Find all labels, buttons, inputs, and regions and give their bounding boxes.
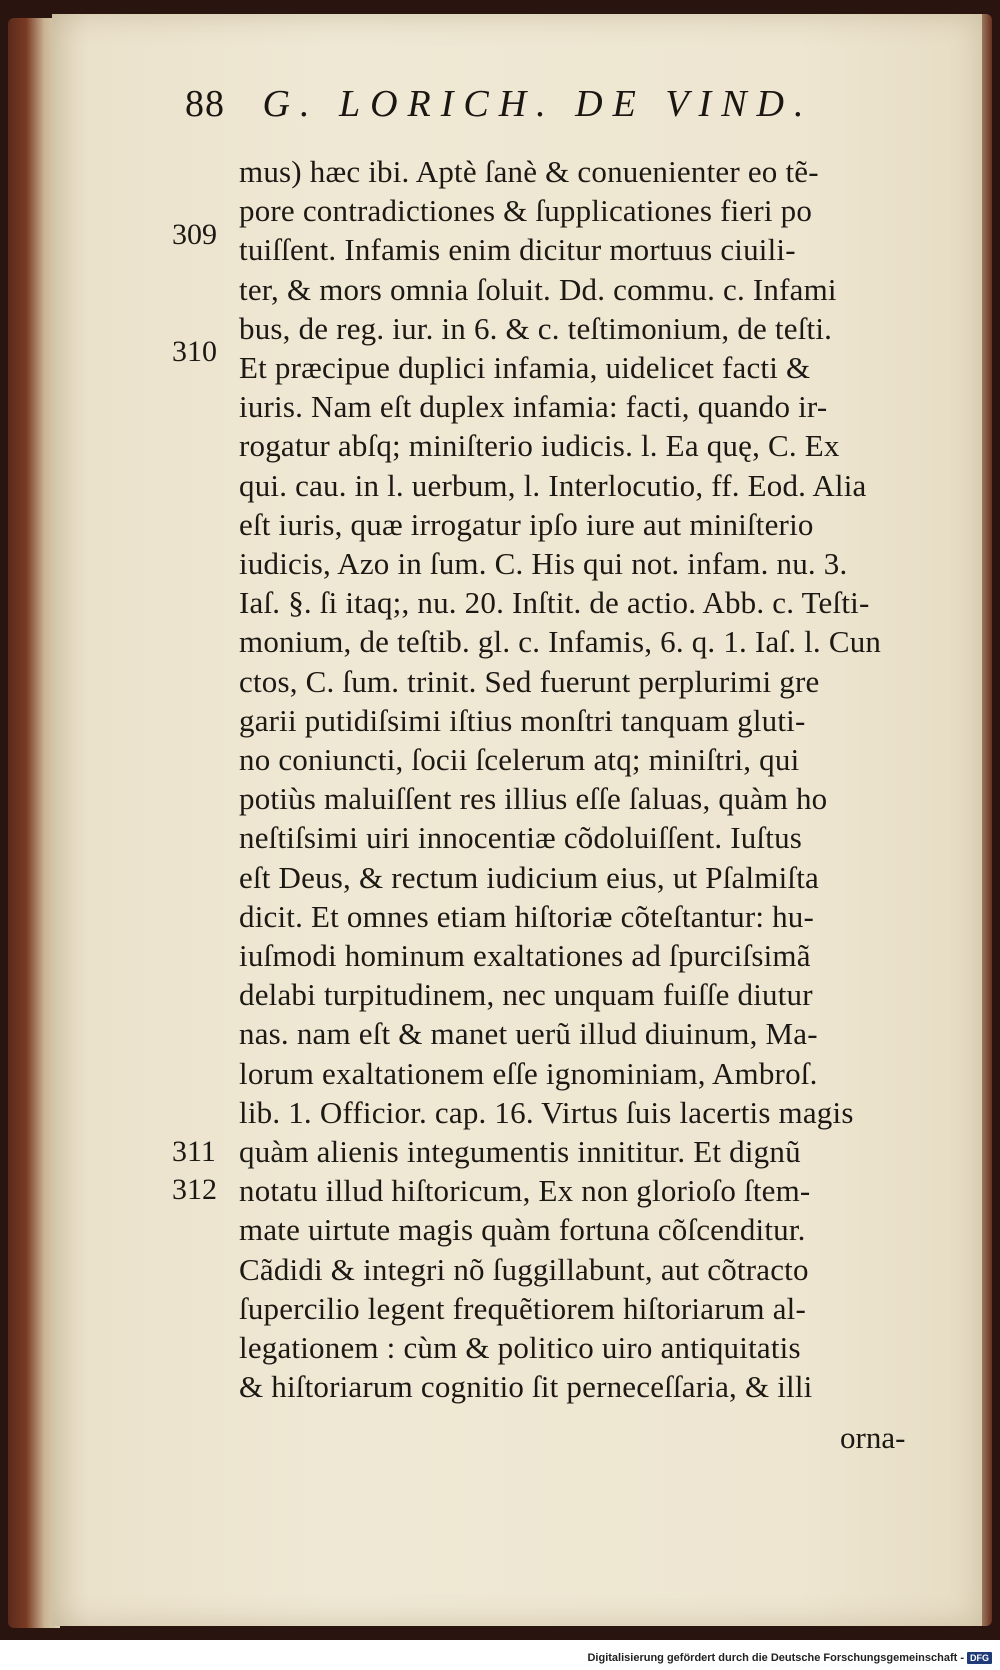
running-title: G. LORICH. DE VIND. <box>262 83 814 125</box>
text-line: Iaſ. §. ſi itaq;, nu. 20. Inſtit. de actio. Abb. c. Teſti- <box>239 585 870 621</box>
text-line: eſt iuris, quæ irrogatur ipſo iure aut miniſterio <box>239 506 814 542</box>
text-line: dicit. Et omnes etiam hiſtoriæ cõteſtantur: hu- <box>239 898 815 934</box>
text-line: mate uirtute magis quàm fortuna cõſcenditur. <box>239 1212 806 1248</box>
margin-number: 311 <box>172 1135 216 1168</box>
text-line: qui. cau. in l. uerbum, l. Interlocutio, ff. Eod. Alia <box>239 467 867 503</box>
text-line: potiùs maluiſſent res illius eſſe ſaluas, quàm ho <box>239 781 828 817</box>
text-line: lib. 1. Officior. cap. 16. Virtus ſuis lacertis magis <box>239 1094 854 1130</box>
page-header <box>185 82 835 126</box>
text-line: legationem : cùm & politico uiro antiquitatis <box>239 1330 801 1365</box>
text-line: iuſmodi hominum exaltationes ad ſpurciſsimã <box>239 938 811 973</box>
dfg-logo: DFG <box>967 1652 992 1664</box>
text-line: Cãdidi & integri nõ ſuggillabunt, aut cõtracto <box>239 1251 809 1287</box>
text-line: ſupercilio legent frequẽtiorem hiſtoriarum al- <box>239 1290 806 1326</box>
text-line: nas. nam eſt & manet uerũ illud diuinum, Ma- <box>239 1016 818 1052</box>
margin-number: 310 <box>172 335 217 368</box>
digitization-credit <box>587 1652 992 1664</box>
text-line: bus, de reg. iur. in 6. & c. teſtimonium, de teſti. <box>239 310 833 346</box>
margin-number: 312 <box>172 1173 217 1206</box>
text-line: iuris. Nam eſt duplex infamia: facti, quando ir- <box>239 389 828 425</box>
text-line: pore contradictiones & ſupplicationes fieri po <box>239 193 813 229</box>
text-line: neſtiſsimi uiri innocentiæ cõdoluiſſent. Iuſtus <box>239 820 803 856</box>
text-line: ter, & mors omnia ſoluit. Dd. commu. c. Infami <box>239 271 837 307</box>
catchword: orna- <box>840 1420 906 1455</box>
text-line: mus) hæc ibi. Aptè ſanè & conuenienter eo tẽ- <box>239 154 819 189</box>
text-line: lorum exaltationem eſſe ignominiam, Ambroſ. <box>239 1055 818 1091</box>
margin-number: 309 <box>172 218 217 251</box>
text-line: tuiſſent. Infamis enim dicitur mortuus ciuili- <box>239 232 796 268</box>
text-line: no coniuncti, ſocii ſcelerum atq; miniſtri, qui <box>239 742 800 777</box>
text-line: garii putidiſsimi iſtius monſtri tanquam gluti- <box>239 702 806 738</box>
text-line: monium, de teſtib. gl. c. Infamis, 6. q. 1. Iaſ. l. Cun <box>239 624 882 660</box>
text-line: delabi turpitudinem, nec unquam fuiſſe diutur <box>239 977 813 1013</box>
text-line: ctos, C. ſum. trinit. Sed fuerunt perplurimi gre <box>239 663 820 699</box>
text-line: rogatur abſq; miniſterio iudicis. l. Ea quę, C. Ex <box>239 428 840 464</box>
text-line: iudicis, Azo in ſum. C. His qui not. infam. nu. 3. <box>239 546 848 581</box>
text-line: eſt Deus, & rectum iudicium eius, ut Pſalmiſta <box>239 859 820 895</box>
text-line: Et præcipue duplici infamia, uidelicet facti & <box>239 350 811 385</box>
page-number: 88 <box>185 83 225 125</box>
credit-text: Digitalisierung gefördert durch die Deutsche Forschungsgemeinschaft - <box>587 1652 964 1664</box>
text-line: quàm alienis integumentis innititur. Et dignũ <box>239 1134 801 1169</box>
text-line: notatu illud hiſtoricum, Ex non glorioſo ſtem- <box>239 1173 811 1209</box>
text-line: & hiſtoriarum cognitio ſit perneceſſaria, & illi <box>239 1369 813 1405</box>
